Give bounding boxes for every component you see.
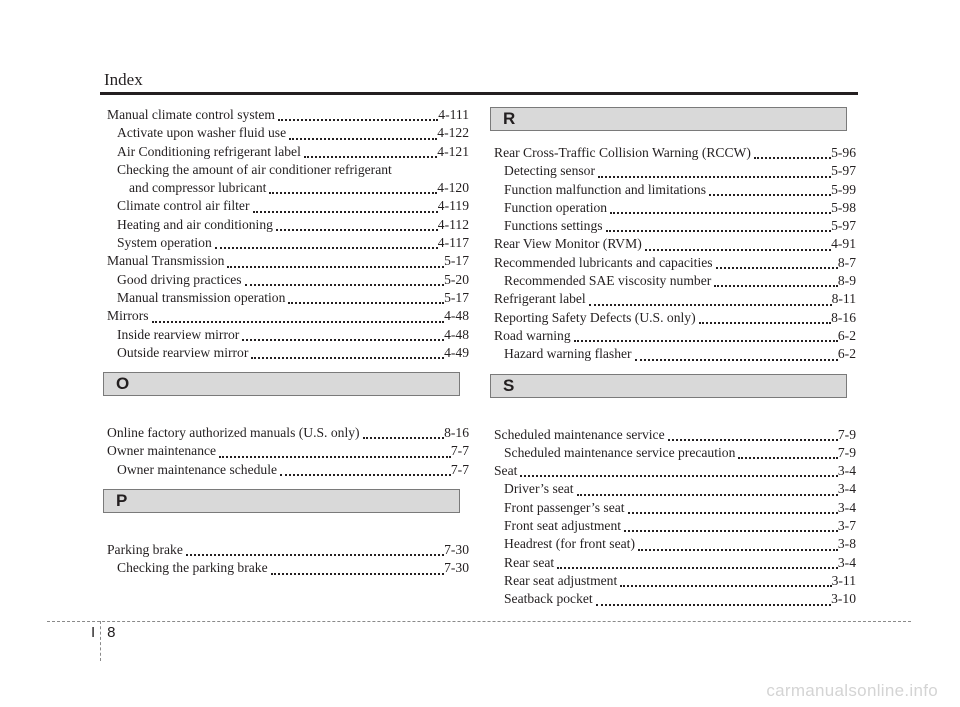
index-entry-page: 4-48 (444, 308, 469, 324)
index-entry-label: Activate upon washer fluid use (117, 125, 287, 141)
dot-leader (714, 275, 838, 287)
index-entry-page: 5-99 (831, 181, 856, 197)
index-entry (107, 344, 469, 362)
index-entry (494, 462, 856, 480)
dot-leader (589, 294, 832, 306)
index-entry (494, 426, 856, 444)
index-entry (494, 199, 856, 217)
index-entry (107, 179, 469, 197)
index-group-p (107, 541, 469, 578)
section-letter-o: O (116, 374, 130, 394)
index-entry-page: 8-9 (837, 273, 856, 289)
index-entry-label: Parking brake (107, 542, 183, 558)
index-entry-label: Heating and air conditioning (117, 216, 273, 232)
dot-leader (278, 109, 438, 121)
index-entry (494, 290, 856, 308)
page-number (91, 624, 116, 641)
index-entry (494, 535, 856, 553)
dot-leader (668, 429, 838, 441)
dot-leader (716, 257, 838, 269)
index-entry-page: 3-8 (837, 536, 856, 552)
index-entry (107, 161, 469, 179)
index-entry-label: Seat (494, 463, 518, 479)
dot-leader (709, 184, 831, 196)
index-entry-page: 7-9 (837, 426, 856, 442)
index-entry-page: 4-49 (444, 344, 469, 360)
index-entry-page: 3-11 (831, 572, 856, 588)
index-entry-page: 7-9 (837, 444, 856, 460)
dot-leader (520, 465, 837, 477)
index-entry-label: Hazard warning flasher (504, 346, 632, 362)
index-entry-label: Refrigerant label (494, 291, 586, 307)
index-entry-label: Good driving practices (117, 271, 242, 287)
index-entry-label: Checking the amount of air conditioner refrigerant (117, 161, 392, 177)
dot-leader (271, 563, 444, 575)
index-entry-label: Functions settings (504, 218, 603, 234)
index-entry-page: 4-121 (437, 143, 469, 159)
dot-leader (577, 484, 838, 496)
dot-leader (606, 220, 832, 232)
index-entry-page: 4-111 (438, 107, 469, 122)
dot-leader (598, 166, 831, 178)
index-entry (107, 271, 469, 289)
index-entry (107, 197, 469, 215)
index-entry-label: Rear seat adjustment (504, 572, 618, 588)
index-group-o (107, 424, 469, 479)
index-entry-page: 5-98 (831, 199, 856, 215)
index-entry-page: 7-7 (450, 461, 469, 477)
index-entry-page: 5-20 (444, 271, 469, 287)
index-entry-page: 8-11 (831, 291, 856, 307)
index-entry (494, 590, 856, 608)
dot-leader (754, 147, 831, 159)
dot-leader (289, 128, 437, 140)
dot-leader (186, 544, 444, 556)
index-entry (107, 424, 469, 442)
index-entry-page: 4-48 (444, 326, 469, 342)
index-entry (494, 144, 856, 162)
dot-leader (245, 274, 445, 286)
section-letter-p: P (116, 491, 128, 511)
index-entry (107, 124, 469, 142)
dot-leader (363, 427, 445, 439)
index-entry-label: Front seat adjustment (504, 518, 622, 534)
dot-leader (276, 219, 438, 231)
index-group-m (107, 106, 469, 362)
dot-leader (635, 349, 838, 361)
section-letter-r: R (503, 109, 516, 128)
index-entry-label: Climate control air filter (117, 198, 250, 214)
dot-leader (645, 239, 831, 251)
dot-leader (288, 292, 444, 304)
index-entry (494, 517, 856, 535)
index-entry-label: Driver’s seat (504, 481, 574, 497)
index-entry (494, 554, 856, 572)
index-entry (494, 499, 856, 517)
index-entry (494, 480, 856, 498)
index-entry-page: 3-4 (837, 463, 856, 479)
index-entry-page: 3-4 (837, 499, 856, 515)
section-header-r (490, 107, 847, 131)
index-entry-label: and compressor lubricant (129, 180, 267, 196)
index-entry (494, 254, 856, 272)
footer-page-number: 8 (107, 624, 116, 641)
dot-leader (242, 329, 444, 341)
index-entry-page: 5-17 (444, 289, 469, 305)
index-entry-label: Mirrors (107, 308, 149, 324)
dot-leader (227, 256, 444, 268)
index-entry (494, 217, 856, 235)
section-header-p (103, 489, 460, 513)
dot-leader (628, 502, 838, 514)
index-entry-page: 8-16 (444, 425, 469, 441)
index-entry-page: 5-96 (831, 145, 856, 160)
index-entry (107, 216, 469, 234)
index-entry (107, 307, 469, 325)
index-entry-label: Owner maintenance (107, 443, 217, 459)
dot-leader (215, 237, 438, 249)
index-entry-label: Manual transmission operation (117, 289, 286, 305)
index-entry (494, 327, 856, 345)
index-entry (107, 234, 469, 252)
index-entry (494, 309, 856, 327)
index-entry-page: 3-10 (831, 591, 856, 607)
index-entry-page: 5-17 (444, 253, 469, 269)
index-entry-label: Air Conditioning refrigerant label (117, 143, 301, 159)
index-entry-label: Function operation (504, 199, 608, 215)
index-entry-page: 4-112 (437, 216, 469, 232)
index-entry-label: Seatback pocket (504, 591, 593, 607)
index-entry-page: 4-122 (437, 125, 469, 141)
index-entry-page: 8-7 (837, 254, 856, 270)
index-entry (107, 106, 469, 124)
index-entry-page: 3-4 (837, 554, 856, 570)
index-entry (107, 252, 469, 270)
index-entry-label: Manual climate control system (107, 107, 275, 122)
index-entry-page: 7-30 (444, 560, 469, 576)
index-entry-page: 5-97 (831, 163, 856, 179)
index-entry-page: 6-2 (837, 346, 856, 362)
dot-leader (620, 575, 831, 587)
index-column-right (494, 107, 856, 609)
dot-leader (152, 311, 445, 323)
footer-divider (47, 621, 911, 622)
index-entry (107, 143, 469, 161)
index-entry-label: Headrest (for front seat) (504, 536, 635, 552)
index-entry-label: Inside rearview mirror (117, 326, 240, 342)
watermark[interactable]: carmanualsonline.info (766, 681, 938, 700)
index-entry-page: 6-2 (837, 327, 856, 343)
index-group-r (494, 144, 856, 364)
index-entry-page: 7-30 (444, 542, 469, 558)
index-column-left (107, 106, 469, 578)
index-entry-page: 4-120 (437, 180, 469, 196)
section-header-o (103, 372, 460, 396)
dot-leader (738, 447, 838, 459)
dot-leader (280, 464, 451, 476)
index-entry-label: Outside rearview mirror (117, 344, 249, 360)
index-entry-label: Rear Cross-Traffic Collision Warning (RCCW) (494, 145, 751, 160)
dot-leader (557, 557, 838, 569)
index-entry-label: Online factory authorized manuals (U.S. only) (107, 425, 360, 441)
section-letter-s: S (503, 375, 515, 395)
footer-section-letter: I (91, 624, 96, 641)
index-entry (107, 289, 469, 307)
dot-leader (219, 446, 451, 458)
index-entry (494, 162, 856, 180)
index-entry-label: Scheduled maintenance service precaution (504, 444, 736, 460)
index-entry-label: Front passenger’s seat (504, 499, 625, 515)
dot-leader (624, 520, 838, 532)
index-entry-label: Scheduled maintenance service (494, 426, 665, 442)
dot-leader (253, 201, 438, 213)
index-entry (494, 272, 856, 290)
index-entry-page: 4-91 (831, 236, 856, 252)
dot-leader (251, 347, 444, 359)
index-entry-label: Rear seat (504, 554, 555, 570)
index-entry-label: Function malfunction and limitations (504, 181, 706, 197)
index-entry-label: Recommended SAE viscosity number (504, 273, 712, 289)
index-entry (107, 541, 469, 559)
index-entry (494, 235, 856, 253)
dot-leader (699, 312, 831, 324)
index-entry-label: Recommended lubricants and capacities (494, 254, 713, 270)
header-rule (100, 92, 858, 95)
index-entry-label: Reporting Safety Defects (U.S. only) (494, 309, 696, 325)
index-entry (494, 444, 856, 462)
index-entry-page: 4-119 (437, 198, 469, 214)
index-entry-label: Checking the parking brake (117, 560, 268, 576)
index-entry-page: 3-4 (837, 481, 856, 497)
index-entry (107, 442, 469, 460)
index-entry-label: Road warning (494, 327, 571, 343)
dot-leader (269, 182, 437, 194)
index-entry-page: 8-16 (831, 309, 856, 325)
dot-leader (596, 594, 831, 606)
index-entry-page: 3-7 (837, 518, 856, 534)
section-header-s (490, 374, 847, 398)
page-title: Index (104, 70, 143, 89)
index-entry-label: Manual Transmission (107, 253, 225, 269)
index-entry-label: System operation (117, 235, 212, 251)
index-entry-label: Detecting sensor (504, 163, 595, 179)
index-entry-page: 4-117 (437, 235, 469, 251)
index-entry (107, 326, 469, 344)
index-entry (107, 559, 469, 577)
index-entry (107, 461, 469, 479)
index-entry (494, 572, 856, 590)
dot-leader (610, 202, 831, 214)
dot-leader (574, 330, 838, 342)
dot-leader (638, 539, 838, 551)
index-entry-page: 5-97 (831, 218, 856, 234)
index-entry-page: 7-7 (450, 443, 469, 459)
index-entry-label: Rear View Monitor (RVM) (494, 236, 642, 252)
index-entry-label: Owner maintenance schedule (117, 461, 278, 477)
index-entry (494, 345, 856, 363)
index-entry (494, 181, 856, 199)
dot-leader (304, 146, 437, 158)
index-group-s (494, 426, 856, 609)
